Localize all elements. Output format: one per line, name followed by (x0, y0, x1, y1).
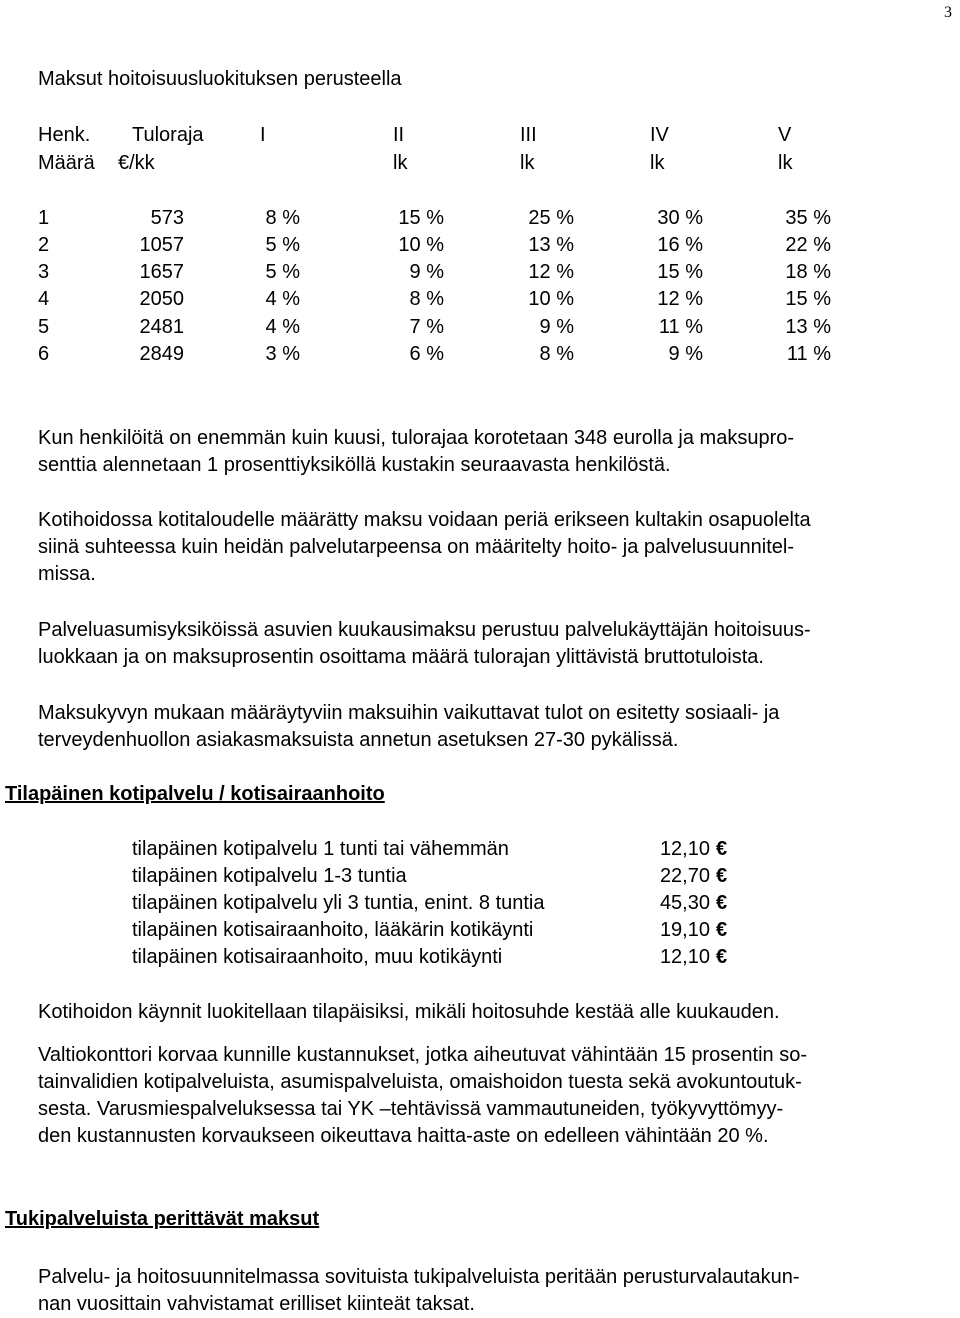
cell-class-1: 4 % (265, 316, 300, 338)
price-value: 12,10 (659, 946, 710, 968)
euro-icon (716, 838, 727, 861)
paragraph-support-fees (38, 1264, 958, 1318)
cell-persons: 5 (38, 316, 50, 338)
price-label: tilapäinen kotipalvelu yli 3 tuntia, enint. 8 tuntia (132, 892, 545, 914)
header-tuloraja: Tuloraja (132, 124, 204, 146)
header-lk-2: lk (393, 152, 408, 174)
paragraph-extra-persons (38, 425, 958, 479)
text-line: Kotihoidon käynnit luokitellaan tilapäisiksi, mikäli hoitosuhde kestää alle kuukauden. (38, 1001, 780, 1023)
cell-class-2: 7 % (409, 316, 444, 338)
cell-class-5: 35 % (785, 207, 831, 229)
cell-class-5: 11 % (786, 343, 831, 365)
euro-icon (716, 865, 727, 888)
cell-class-2: 6 % (409, 343, 444, 365)
cell-class-1: 5 % (265, 234, 300, 256)
paragraph-visit-classification (38, 999, 958, 1026)
paragraph-home-care (38, 507, 958, 588)
cell-persons: 2 (38, 234, 50, 256)
text-line: tainvalidien kotipalveluista, asumispalveluista, omaishoidon tuesta sekä avokuntoutuk- (38, 1071, 802, 1093)
cell-income-limit: 1057 (139, 234, 184, 256)
cell-class-4: 30 % (657, 207, 703, 229)
cell-class-2: 8 % (409, 288, 444, 310)
cell-class-3: 8 % (539, 343, 574, 365)
cell-class-3: 13 % (528, 234, 574, 256)
cell-class-5: 22 % (785, 234, 831, 256)
header-maara: Määrä (38, 152, 95, 174)
cell-income-limit: 2849 (139, 343, 184, 365)
price-label: tilapäinen kotisairaanhoito, muu kotikäynti (132, 946, 503, 968)
text-line: Kun henkilöitä on enemmän kuin kuusi, tulorajaa korotetaan 348 eurolla ja maksupro- (38, 427, 795, 449)
cell-class-2: 9 % (409, 261, 444, 283)
page-number: 3 (944, 4, 952, 21)
paragraph-state-compensation (38, 1042, 958, 1150)
euro-icon (716, 892, 727, 915)
paragraph-income-rules (38, 700, 958, 754)
cell-class-4: 9 % (668, 343, 703, 365)
cell-class-4: 11 % (658, 316, 703, 338)
cell-class-5: 18 % (785, 261, 831, 283)
section-heading-support-services: Tukipalveluista perittävät maksut (5, 1208, 320, 1230)
cell-persons: 1 (38, 207, 50, 229)
price-label: tilapäinen kotipalvelu 1-3 tuntia (132, 865, 407, 887)
page-title: Maksut hoitoisuusluokituksen perusteella (38, 68, 402, 90)
text-line: Maksukyvyn mukaan määräytyviin maksuihin vaikuttavat tulot on esitetty sosiaali- ja (38, 702, 780, 724)
header-class-2: II (393, 124, 405, 146)
cell-class-5: 13 % (785, 316, 831, 338)
header-class-5: V (778, 124, 792, 146)
cell-class-3: 12 % (528, 261, 574, 283)
cell-class-3: 25 % (528, 207, 574, 229)
cell-income-limit: 573 (150, 207, 184, 229)
price-value: 45,30 (659, 892, 710, 914)
cell-income-limit: 1657 (139, 261, 184, 283)
price-label: tilapäinen kotisairaanhoito, lääkärin kotikäynti (132, 919, 534, 941)
paragraph-service-housing (38, 617, 958, 671)
text-line: terveydenhuollon asiakasmaksuista annetun asetuksen 27-30 pykälissä. (38, 729, 679, 751)
cell-persons: 3 (38, 261, 50, 283)
header-eur-per-month: €/kk (118, 152, 155, 174)
cell-persons: 4 (38, 288, 50, 310)
text-line: nan vuosittain vahvistamat erilliset kiinteät taksat. (38, 1293, 475, 1315)
text-line: missa. (38, 563, 96, 585)
cell-class-2: 10 % (398, 234, 444, 256)
cell-persons: 6 (38, 343, 50, 365)
text-line: den kustannusten korvaukseen oikeuttava haitta-aste on edelleen vähintään 20 %. (38, 1125, 769, 1147)
header-lk-4: lk (650, 152, 665, 174)
text-line: senttia alennetaan 1 prosenttiyksiköllä kustakin seuraavasta henkilöstä. (38, 454, 671, 476)
text-line: Palvelu- ja hoitosuunnitelmassa sovituista tukipalveluista peritään perusturvalautakun- (38, 1266, 800, 1288)
cell-income-limit: 2050 (139, 288, 184, 310)
price-value: 22,70 (659, 865, 710, 887)
header-class-4: IV (650, 124, 669, 146)
header-lk-3: lk (520, 152, 535, 174)
price-value: 12,10 (659, 838, 710, 860)
text-line: luokkaan ja on maksuprosentin osoittama määrä tulorajan ylittävistä bruttotuloista. (38, 646, 764, 668)
cell-class-4: 15 % (657, 261, 703, 283)
text-line: sesta. Varusmiespalveluksessa tai YK –tehtävissä vammautuneiden, työkyvyttömyy- (38, 1098, 784, 1120)
cell-class-1: 5 % (265, 261, 300, 283)
cell-class-1: 4 % (265, 288, 300, 310)
section-heading-temporary-care: Tilapäinen kotipalvelu / kotisairaanhoito (5, 783, 385, 805)
header-lk-5: lk (778, 152, 793, 174)
cell-class-1: 8 % (265, 207, 300, 229)
cell-income-limit: 2481 (139, 316, 184, 338)
euro-icon (716, 946, 727, 969)
header-henk: Henk. (38, 124, 91, 146)
cell-class-3: 9 % (539, 316, 574, 338)
header-class-3: III (520, 124, 537, 146)
cell-class-4: 12 % (657, 288, 703, 310)
text-line: siinä suhteessa kuin heidän palvelutarpeensa on määritelty hoito- ja palvelusuunnitel- (38, 536, 795, 558)
text-line: Valtiokonttori korvaa kunnille kustannukset, jotka aiheutuvat vähintään 15 prosentin so- (38, 1044, 807, 1066)
price-value: 19,10 (659, 919, 710, 941)
text-line: Palveluasumisyksiköissä asuvien kuukausimaksu perustuu palvelukäyttäjän hoitoisuus- (38, 619, 811, 641)
text-line: Kotihoidossa kotitaloudelle määrätty maksu voidaan periä erikseen kultakin osapuolelta (38, 509, 811, 531)
cell-class-4: 16 % (657, 234, 703, 256)
euro-icon (716, 919, 727, 942)
price-label: tilapäinen kotipalvelu 1 tunti tai vähemmän (132, 838, 509, 860)
cell-class-5: 15 % (785, 288, 831, 310)
cell-class-3: 10 % (528, 288, 574, 310)
cell-class-2: 15 % (398, 207, 444, 229)
header-class-1: I (260, 124, 266, 146)
cell-class-1: 3 % (265, 343, 300, 365)
